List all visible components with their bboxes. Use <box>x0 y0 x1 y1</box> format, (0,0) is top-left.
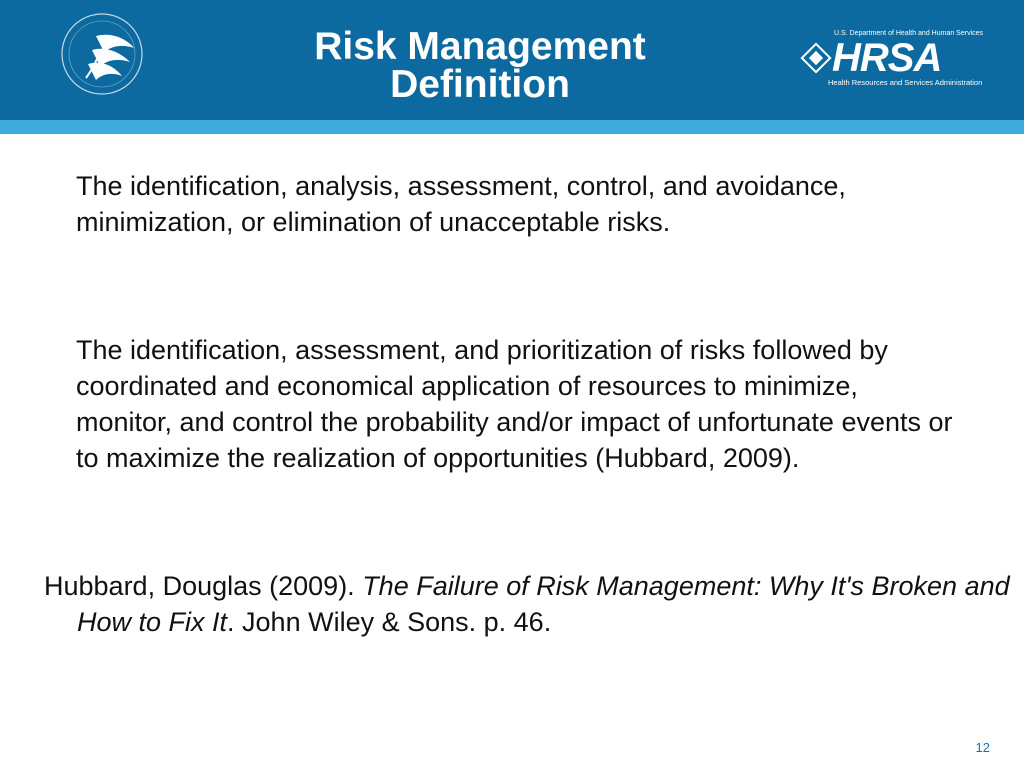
hrsa-subtitle-text: Health Resources and Services Administration <box>828 78 983 87</box>
citation-publisher: . John Wiley & Sons. p. 46. <box>227 607 552 637</box>
citation-book-title: The Failure of Risk Management: Why It's Broken and How to Fix It <box>77 571 1010 637</box>
hrsa-department-text: U.S. Department of Health and Human Services <box>834 30 984 37</box>
page-number: 12 <box>975 740 990 755</box>
title-line-2: Definition <box>390 63 570 106</box>
definition-paragraph-1: The identification, analysis, assessment, control, and avoidance, minimization, or elimination of unacceptable risks. <box>76 171 846 237</box>
hrsa-wordmark: HRSA <box>832 36 942 80</box>
title-line-1: Risk Management <box>314 25 646 68</box>
definition-paragraph-2: The identification, assessment, and prioritization of risks followed by coordinated and economical application of resources to minimize, monitor, and control the probability and/or impact of unfortunate events or to maximize the realization of opportunities (Hubbard, 2009). <box>76 335 953 473</box>
citation <box>44 568 1024 640</box>
citation-author: Hubbard, Douglas (2009). <box>44 571 363 601</box>
